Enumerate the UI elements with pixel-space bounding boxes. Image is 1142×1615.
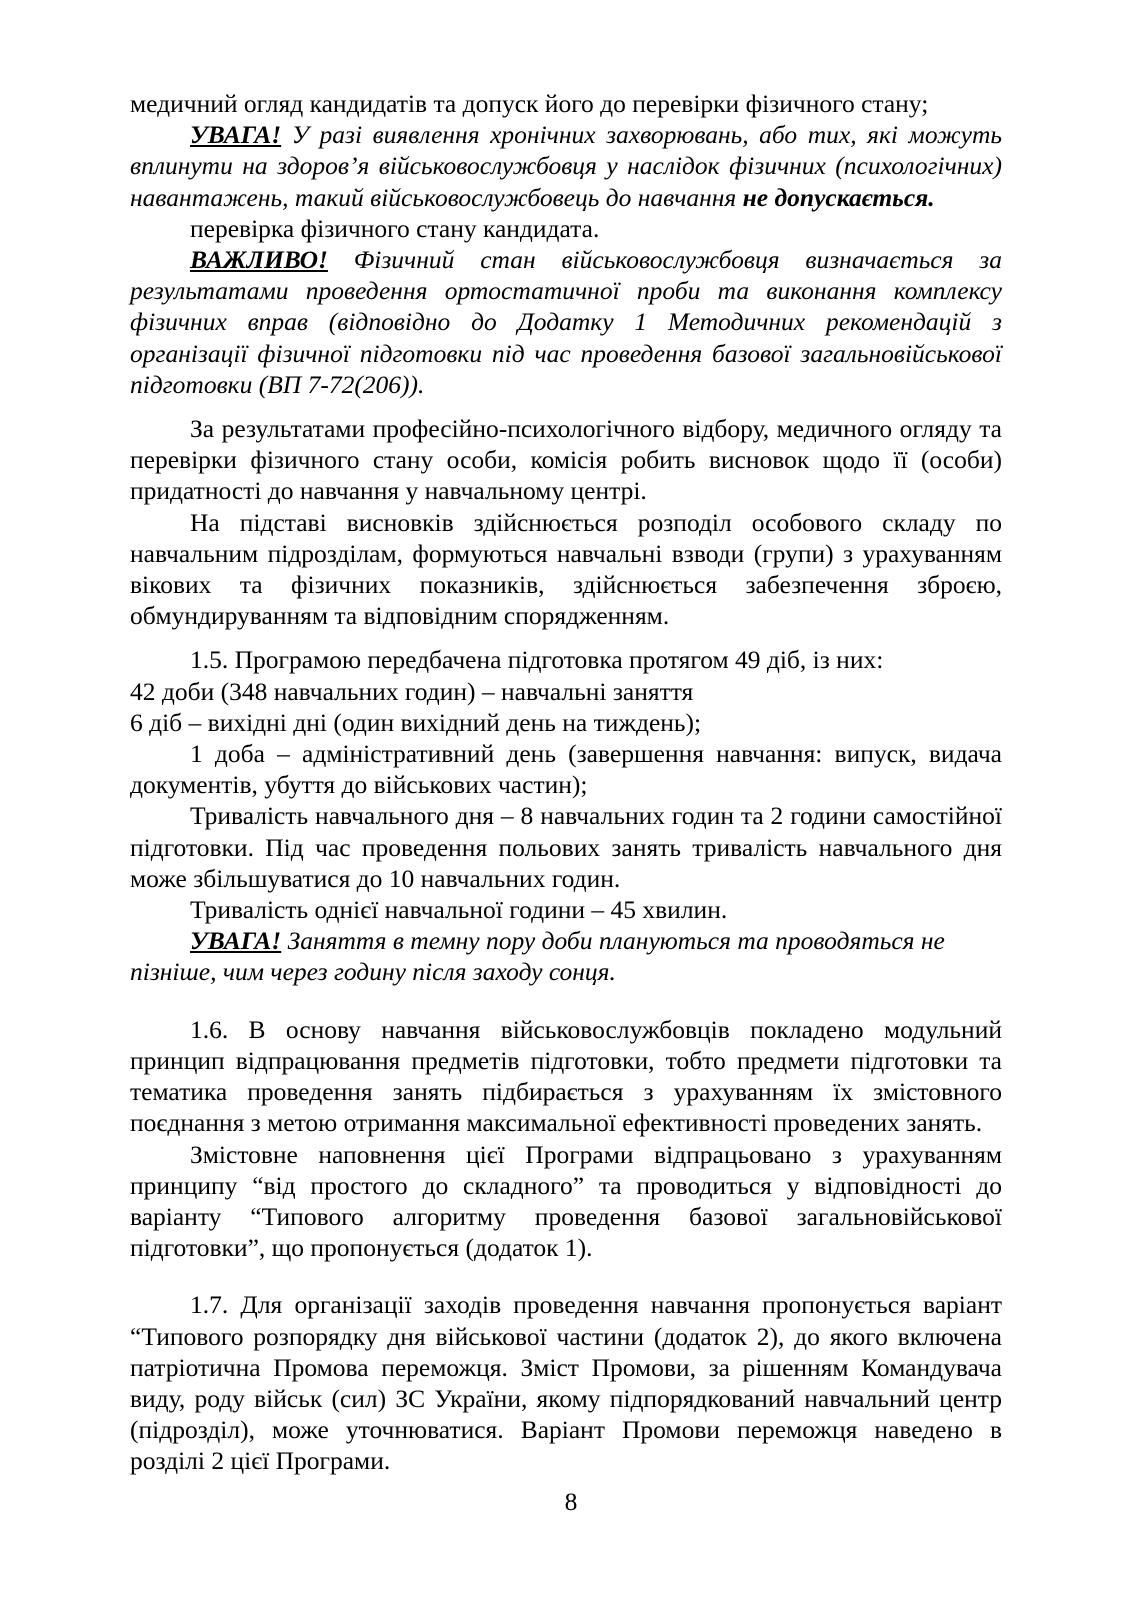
page-text-body: [130, 88, 1002, 1477]
paragraph-spacer: [130, 631, 1002, 644]
notice-emphasis-text: не допускається.: [742, 182, 935, 212]
page-number: 8: [564, 1487, 578, 1516]
paragraph-physical-check-line: перевірка фізичного стану кандидата.: [190, 213, 600, 243]
paragraph-selection-results: За результатами професійно-психологічного відбору, медичного огляду та перевірки фізичного стану особи, комісія робить висновок щодо її (особи) придатності до навчання у навчальному центрі.: [130, 414, 1002, 506]
clause-1-5-hour-duration: Тривалість однієї навчальної години – 45 хвилин.: [190, 895, 728, 925]
paragraph-spacer: [130, 400, 1002, 413]
notice-lead-label: ВАЖЛИВО!: [190, 245, 328, 275]
notice-lead-label: УВАГА!: [190, 926, 282, 956]
notice-body-text: Заняття в темну пору доби плануються та проводяться не пізніше, чим через годину після заходу сонця.: [130, 926, 945, 987]
clause-1-5-day-duration: Тривалість навчального дня – 8 навчальних годин та 2 години самостійної підготовки. Під час проведення польових занять тривалість навчального дня може збільшуватися до 10 навчальних годин.: [130, 801, 1002, 893]
notice-body-text: Фізичний стан військовослужбовця визначається за результатами проведення ортостатичної проби та виконання комплексу фізичних вправ (відповідно до Додатку 1 Методичних рекомендацій з організації фізичної підготовки під час проведення базової загальновійськової підготовки (ВП 7-72(206)).: [130, 245, 1002, 399]
paragraph-spacer: [130, 1263, 1002, 1289]
notice-uvaga-1: [130, 119, 1002, 213]
notice-vazhlyvo: [130, 244, 1002, 400]
notice-body-text: У разі виявлення хронічних захворювань, або тих, які можуть вплинути на здоров’я військовослужбовця у наслідок фізичних (психологічних) навантажень, такий військовослужбовець до навчання: [130, 120, 1002, 212]
paragraph-distribution: На підставі висновків здійснюється розподіл особового складу по навчальним підрозділам, формуються навчальні взводи (групи) з урахуванням вікових та фізичних показників, здійснюється забезпечення зброєю, обмундируванням та відповідним спорядженням.: [130, 507, 1002, 631]
clause-1-5-bullet: 6 діб – вихідні дні (один вихідний день на тиждень);: [130, 707, 702, 737]
clause-1-6-paragraph-a: 1.6. В основу навчання військовослужбовців покладено модульний принцип відпрацювання предметів підготовки, тобто предмети підготовки та тематика проведення занять підбирається з урахуванням їх змістовного поєднання з метою отримання максимальної ефективності проведених занять.: [130, 1014, 1002, 1138]
clause-1-5-bullet: 42 доби (348 навчальних годин) – навчальні заняття: [130, 676, 694, 706]
notice-uvaga-2: [130, 925, 1002, 987]
clause-1-7-paragraph-a: 1.7. Для організації заходів проведення навчання пропонується варіант “Типового розпорядку дня військової частини (додаток 2), до якого включена патріотична Промова переможця. Зміст Промови, за рішенням Командувача виду, роду військ (сил) ЗС України, якому підпорядкований навчальний центр (підрозділ), може уточнюватися. Варіант Промови переможця наведено в розділі 2 цієї Програми.: [130, 1290, 1002, 1476]
clause-1-5-intro: 1.5. Програмою передбачена підготовка протягом 49 діб, із них:: [190, 645, 884, 675]
paragraph-continuation-line: медичний огляд кандидатів та допуск його до перевірки фізичного стану;: [130, 89, 929, 118]
notice-lead-label: УВАГА!: [190, 120, 282, 150]
paragraph-spacer: [130, 988, 1002, 1014]
clause-1-5-admin-day: 1 доба – адміністративний день (завершення навчання: випуск, видача документів, убуття до військових частин);: [130, 739, 1002, 800]
clause-1-6-paragraph-b: Змістовне наповнення цієї Програми відпрацьовано з урахуванням принципу “від простого до складного” та проводиться у відповідності до варіанту “Типового алгоритму проведення базової загальновійськової підготовки”, що пропонується (додаток 1).: [130, 1139, 1002, 1263]
